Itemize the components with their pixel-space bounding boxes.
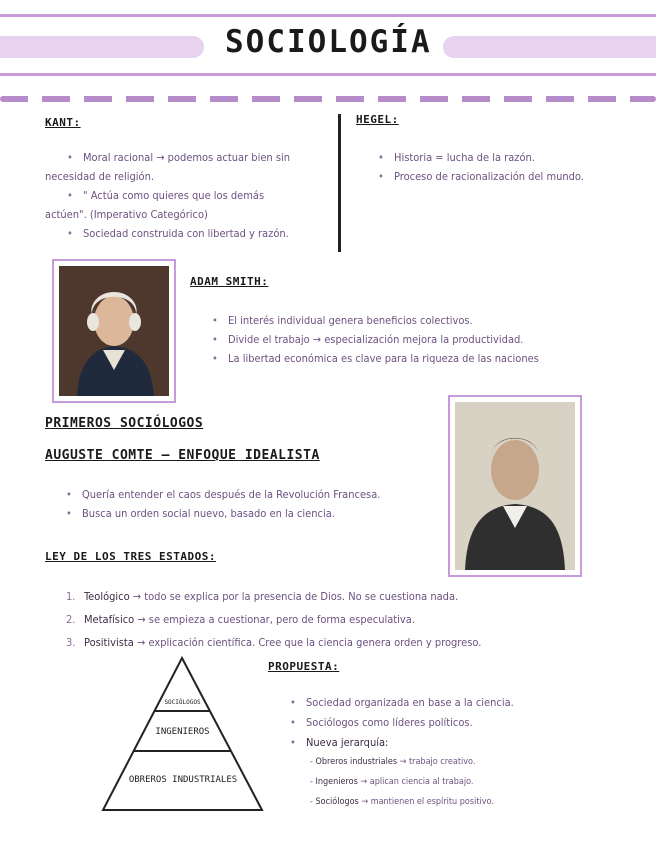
ley-item: 1. Teológico → todo se explica por la presencia de Dios. No se cuestiona nada. (66, 590, 459, 603)
kant-heading: KANT: (45, 116, 81, 129)
comte-portrait (455, 402, 575, 570)
jerarquia-list (310, 752, 640, 812)
propuesta-heading: PROPUESTA: (268, 660, 340, 673)
smith-heading: ADAM SMITH: (190, 275, 269, 288)
smith-item: • El interés individual genera beneficios colectivos. (212, 314, 473, 327)
pyramid-top-label: SOCIÓLOGOS (164, 699, 201, 706)
hegel-item: • Historia = lucha de la razón. (378, 151, 535, 164)
hegel-item: • Proceso de racionalización del mundo. (378, 170, 584, 183)
ley-list (66, 585, 626, 654)
comte-heading: AUGUSTE COMTE — ENFOQUE IDEALISTA (45, 448, 320, 463)
propuesta-item: • Sociólogos como líderes políticos. (290, 716, 473, 729)
adam-smith-portrait (59, 266, 169, 396)
adam-smith-portrait-frame (52, 259, 176, 403)
page-title: SOCIOLOGÍA (225, 24, 432, 60)
propuesta-item: • Sociedad organizada en base a la ciencia. (290, 696, 514, 709)
smith-item: • Divide el trabajo → especialización mejora la productividad. (212, 333, 524, 346)
header-pill-left (0, 36, 204, 58)
kant-list (45, 148, 335, 243)
pyramid-bottom-label: OBREROS INDUSTRIALES (128, 775, 238, 785)
ley-item: 3. Positivista → explicación científica. Cree que la ciencia genera orden y progreso. (66, 636, 482, 649)
kant-item-cont: necesidad de religión. (45, 170, 155, 183)
jerarquia-item: - Sociólogos → mantienen el espíritu positivo. (310, 797, 494, 807)
ley-heading: LEY DE LOS TRES ESTADOS: (45, 550, 216, 563)
dashed-divider (0, 96, 656, 102)
comte-list (66, 485, 446, 523)
header-pill-right (443, 36, 656, 58)
propuesta-list (290, 693, 640, 753)
kant-item: • Moral racional → podemos actuar bien sin (67, 151, 291, 164)
jerarquia-item: - Obreros industriales → trabajo creativo. (310, 757, 476, 767)
pyramid-middle-label: INGENIEROS (155, 727, 210, 737)
smith-list (212, 311, 632, 368)
hegel-heading: HEGEL: (356, 113, 399, 126)
comte-portrait-frame (448, 395, 582, 577)
ley-item: 2. Metafísico → se empieza a cuestionar, pero de forma especulativa. (66, 613, 415, 626)
smith-item: • La libertad económica es clave para la riqueza de las naciones (212, 352, 539, 365)
kant-item: • Sociedad construida con libertad y razón. (67, 227, 289, 240)
vertical-divider (338, 114, 341, 252)
propuesta-item: • Nueva jerarquía: (290, 736, 389, 749)
jerarquia-item: - Ingenieros → aplican ciencia al trabajo. (310, 777, 474, 787)
comte-item: • Quería entender el caos después de la Revolución Francesa. (66, 488, 381, 501)
kant-item: • " Actúa como quieres que los demás (67, 189, 265, 202)
header-top-line (0, 14, 656, 17)
hegel-list (378, 148, 648, 186)
primeros-heading: PRIMEROS SOCIÓLOGOS (45, 416, 204, 431)
comte-item: • Busca un orden social nuevo, basado en la ciencia. (66, 507, 335, 520)
kant-item-cont: actúen". (Imperativo Categórico) (45, 208, 208, 221)
header-bottom-line (0, 73, 656, 76)
